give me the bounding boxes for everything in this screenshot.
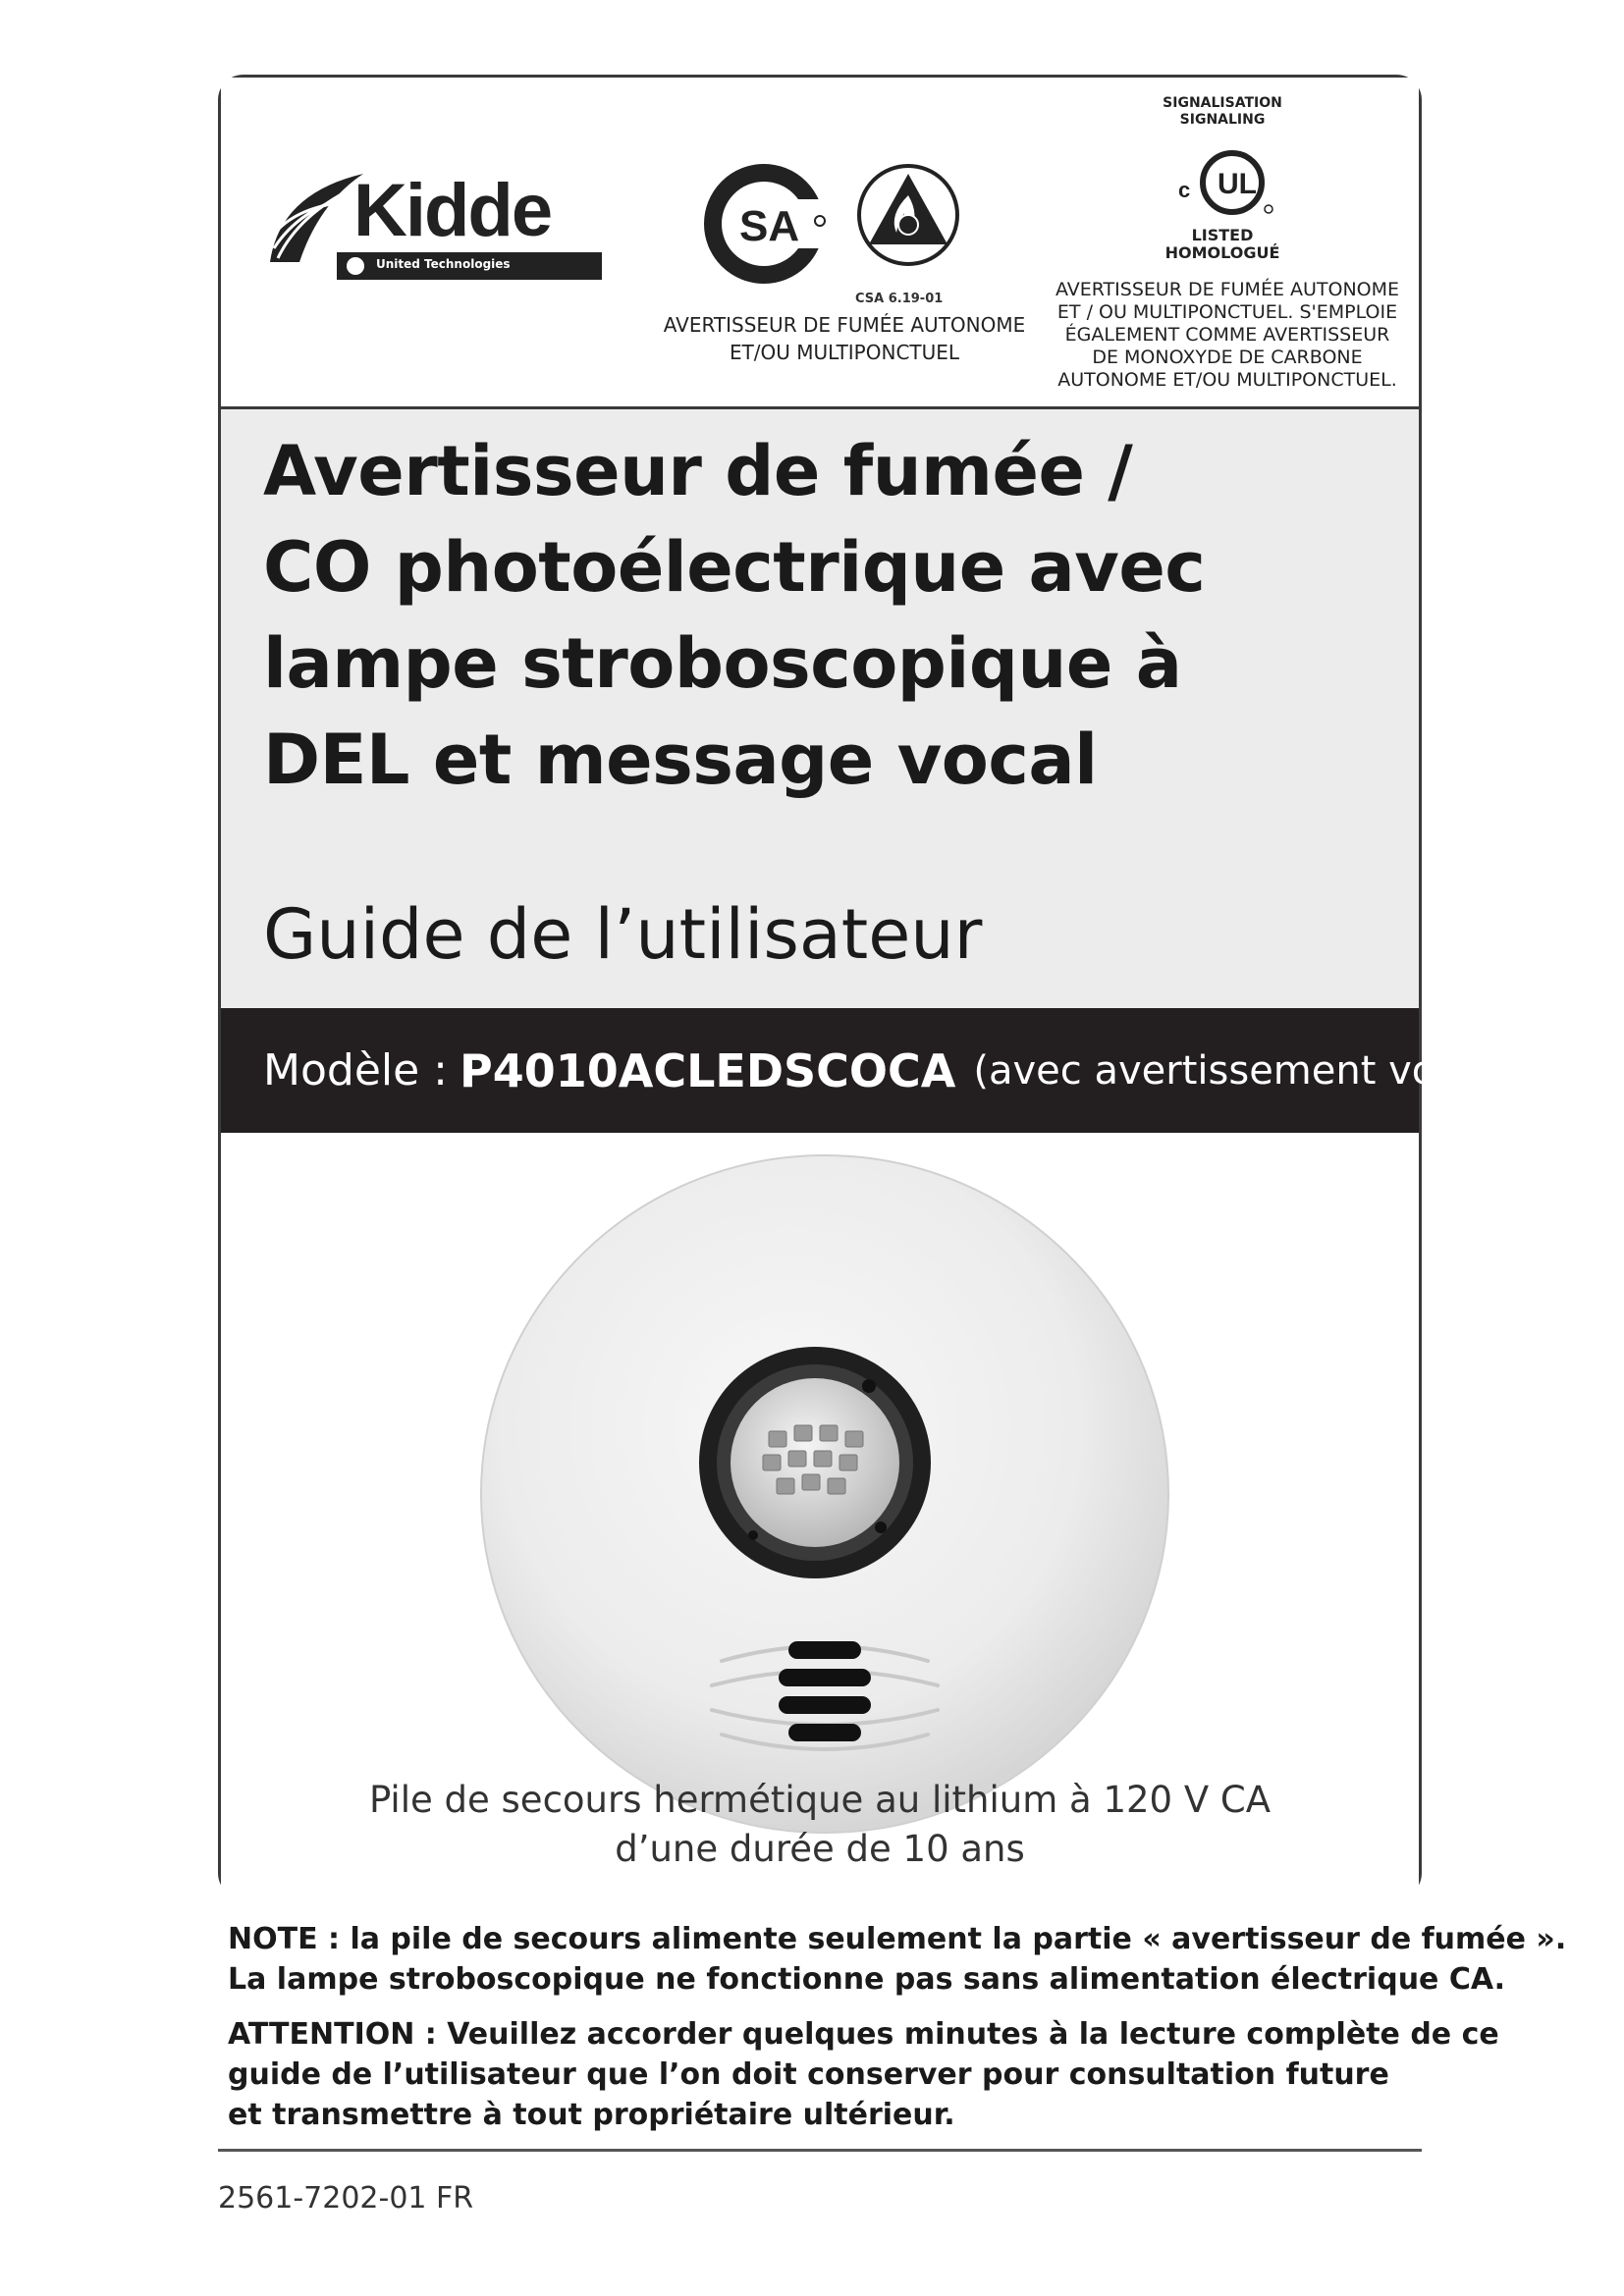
document-title-line: lampe stroboscopique à [263, 623, 1182, 704]
note-line: La lampe stroboscopique ne fonctionne pas sans alimentation électrique CA. [228, 1962, 1506, 1997]
cover-frame [218, 75, 1508, 1898]
model-label: Modèle : [263, 1045, 448, 1095]
brand-sub-text: United Technologies [376, 257, 511, 271]
certification-header [221, 78, 1419, 406]
title-block [221, 409, 1419, 1008]
document-title-line: CO photoélectrique avec [263, 527, 1206, 608]
note-line: NOTE : la pile de secours alimente seulement la partie « avertisseur de fumée ». [228, 1922, 1567, 1956]
ul-text-line: DE MONOXYDE DE CARBONE [1092, 347, 1363, 368]
caption-line: d’une durée de 10 ans [615, 1828, 1025, 1870]
model-bar [221, 1008, 1508, 1133]
ul-text-line: ÉGALEMENT COMME AVERTISSEUR [1064, 324, 1390, 346]
attention-line: ATTENTION : Veuillez accorder quelques minutes à la lecture complète de ce [228, 2017, 1499, 2052]
attention-line: et transmettre à tout propriétaire ultérieur. [228, 2098, 955, 2132]
ul-listed-line: LISTED [1191, 226, 1254, 244]
footer-rule [218, 2149, 1422, 2152]
csa-logo-icon [700, 160, 828, 288]
csa-text-line: ET/OU MULTIPONCTUEL [729, 341, 960, 364]
ul-listed-label [1105, 227, 1340, 262]
document-number: 2561-7202-01 FR [218, 2181, 474, 2216]
brand-sub-bar [337, 252, 602, 280]
model-code: P4010ACLEDSCOCA [460, 1043, 956, 1097]
ul-text-line: AVERTISSEUR DE FUMÉE AUTONOME [1055, 279, 1400, 300]
ul-description [1031, 279, 1424, 392]
brand-logo: Kidde [353, 169, 552, 252]
ul-head-line: SIGNALISATION [1163, 95, 1282, 111]
brand-dot-icon [347, 257, 364, 275]
caption-line: Pile de secours hermétique au lithium à 120 V CA [368, 1779, 1272, 1821]
csa-standard-code: CSA 6.19-01 [855, 292, 944, 306]
svg-text:c: c [1178, 178, 1191, 202]
csa-description [609, 311, 1080, 366]
certified-flame-icon [849, 156, 967, 284]
attention-line: guide de l’utilisateur que l’on doit conserver pour consultation future [228, 2057, 1389, 2092]
ul-logo-icon [1178, 138, 1276, 227]
csa-text-line: AVERTISSEUR DE FUMÉE AUTONOME [663, 313, 1026, 337]
svg-text:SA: SA [739, 202, 800, 250]
ul-signaling-heading [1105, 95, 1340, 129]
ul-text-line: ET / OU MULTIPONCTUEL. S'EMPLOIE [1056, 301, 1398, 323]
document-title-line: DEL et message vocal [263, 720, 1098, 800]
ul-listed-line: HOMOLOGUÉ [1164, 243, 1280, 262]
svg-text:UL: UL [1218, 168, 1257, 200]
smoke-alarm-photo [437, 1150, 1203, 1838]
ul-text-line: AUTONOME ET/OU MULTIPONCTUEL. [1057, 369, 1397, 391]
model-note: (avec avertissement vocal) [973, 1047, 1508, 1094]
document-subtitle: Guide de l’utilisateur [263, 894, 983, 975]
document-title-line: Avertisseur de fumée / [263, 431, 1133, 511]
product-photo-area [221, 1133, 1419, 1901]
ul-head-line: SIGNALING [1179, 112, 1266, 128]
